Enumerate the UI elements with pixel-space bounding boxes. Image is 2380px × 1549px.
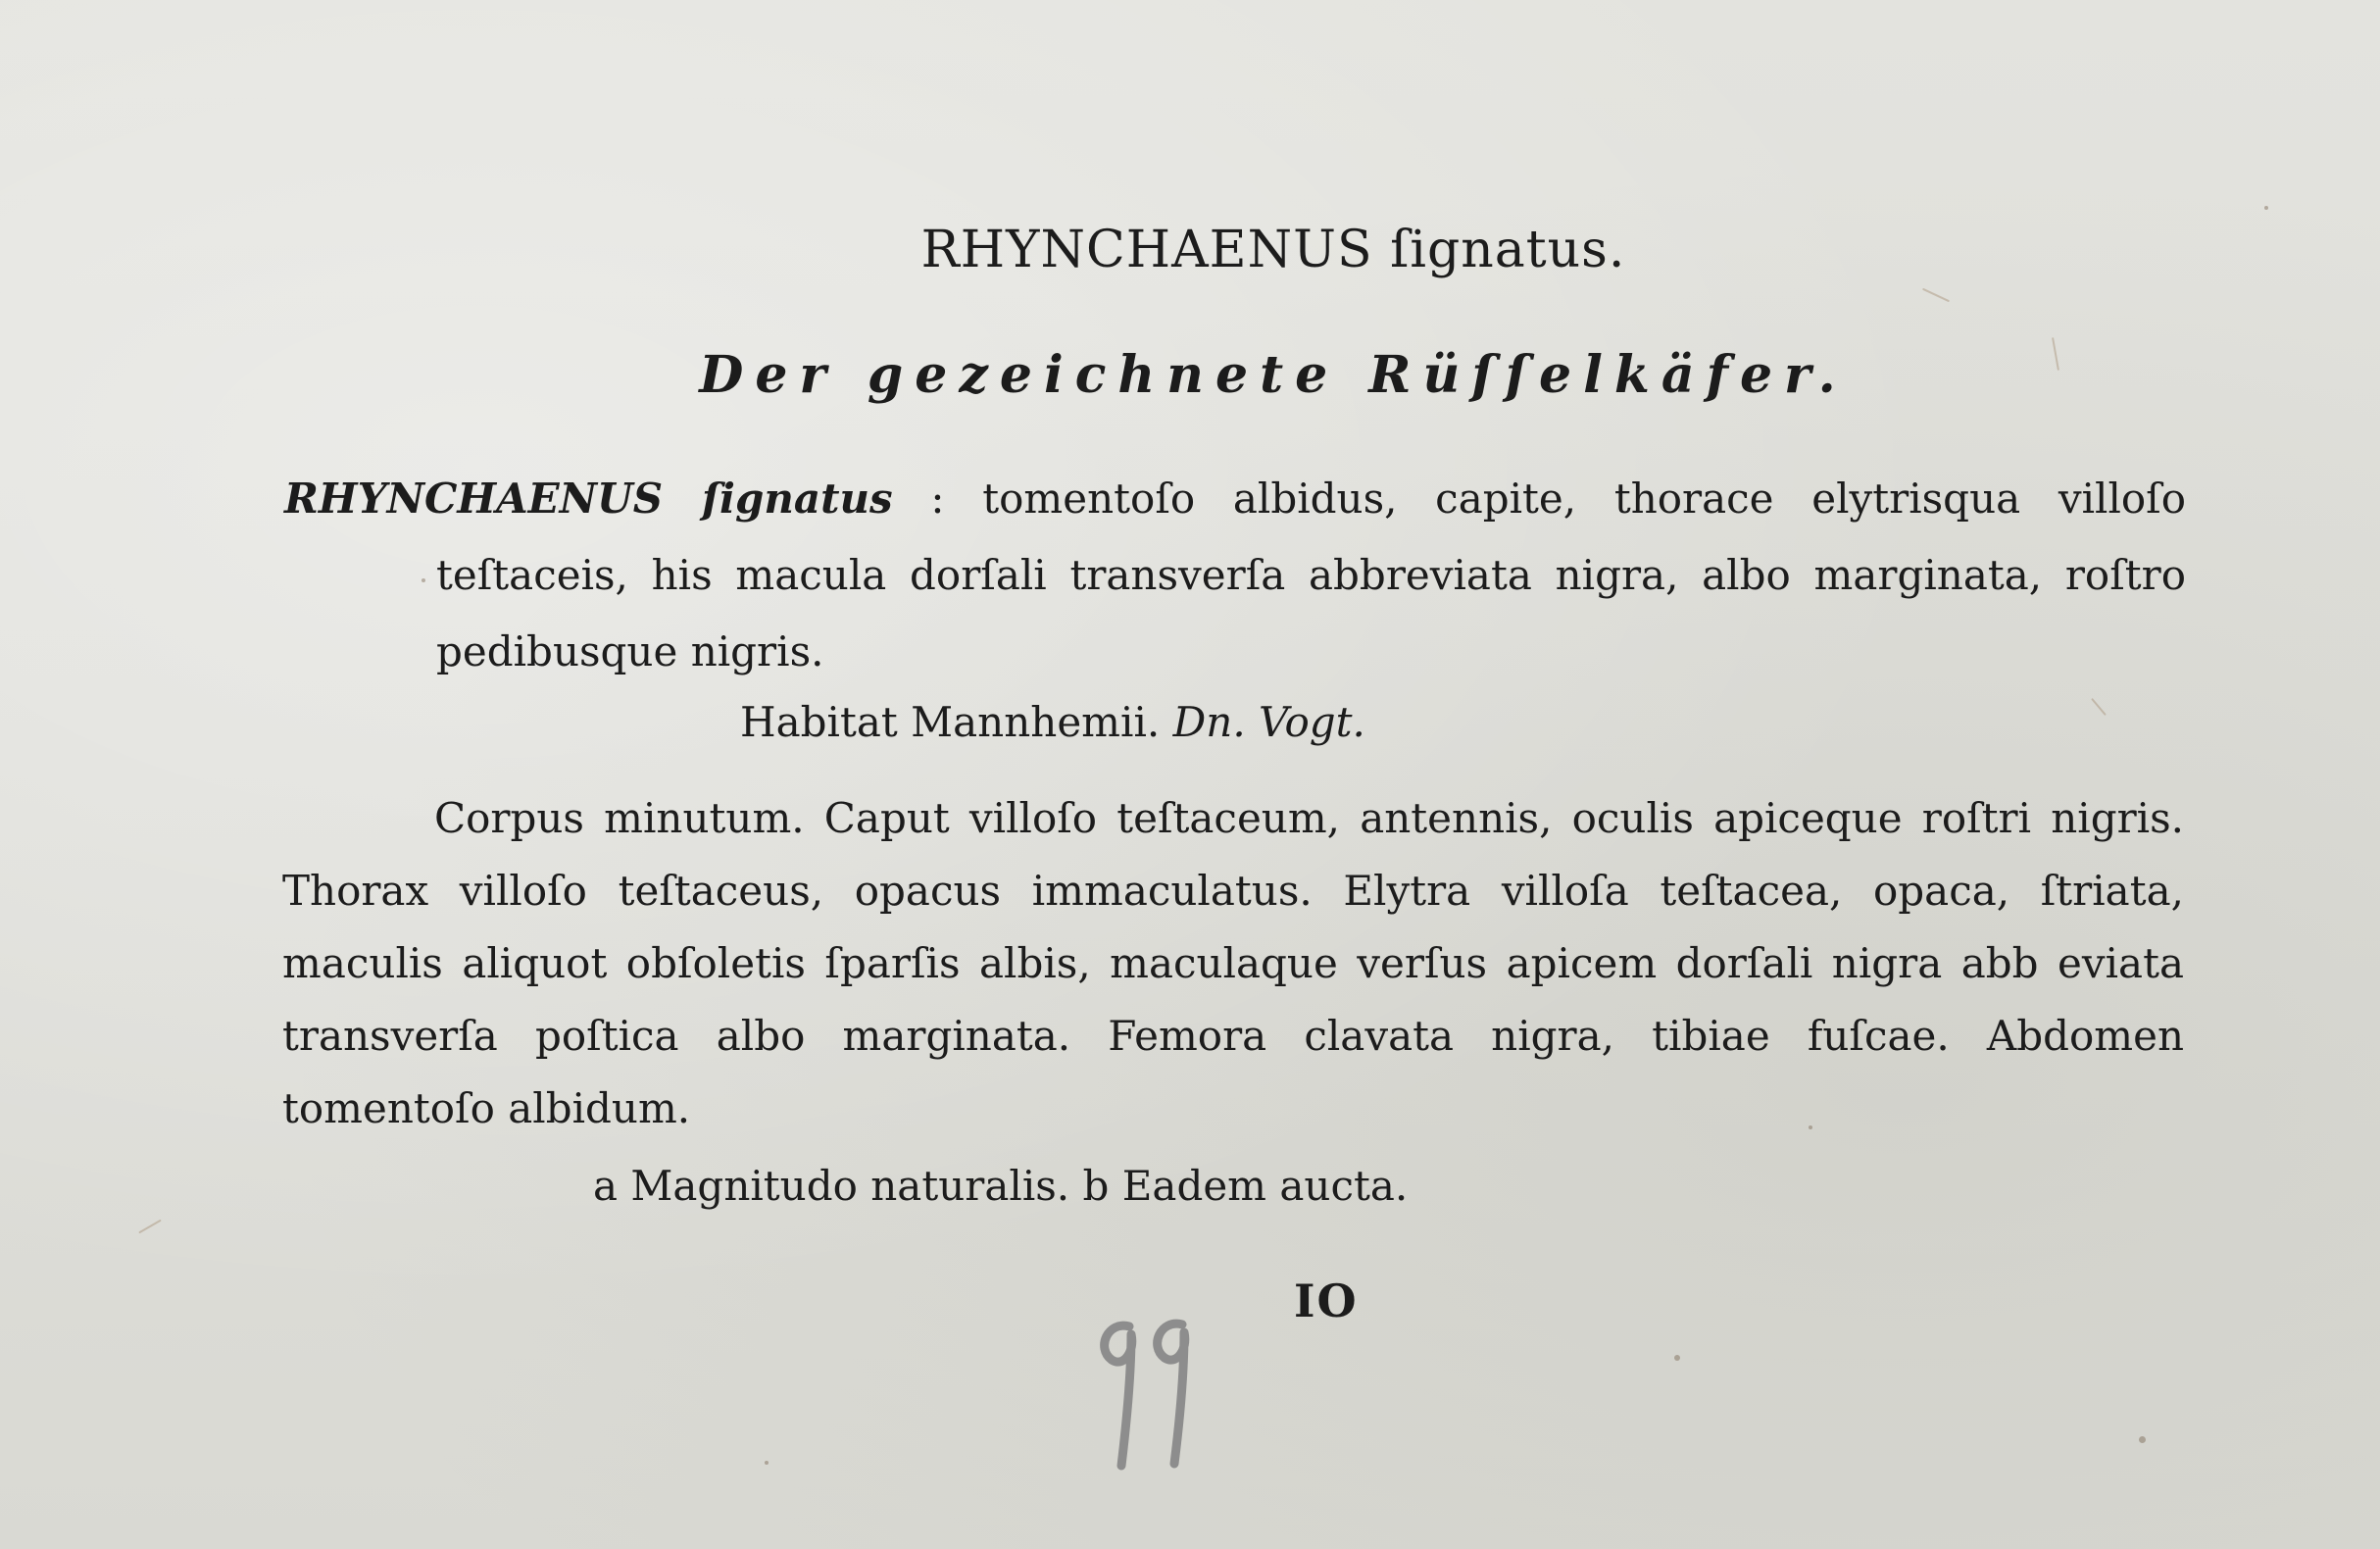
page-number: IO bbox=[1294, 1274, 1359, 1327]
diagnosis-paragraph bbox=[284, 461, 2186, 690]
paper-fiber bbox=[138, 1220, 162, 1234]
paper-speck bbox=[2139, 1436, 2146, 1443]
title-species: ſignatus. bbox=[1390, 221, 1626, 279]
habitat-author: Dn. Vogt. bbox=[1172, 698, 1365, 746]
common-name-subtitle: Der gezeichnete Rüſſelkäfer. bbox=[699, 345, 1848, 405]
paper-speck bbox=[1674, 1355, 1680, 1361]
paper-fiber bbox=[2091, 698, 2107, 716]
figure-caption: a Magnitudo naturalis. b Eadem aucta. bbox=[593, 1162, 1409, 1210]
handwritten-pencil-mark bbox=[1088, 1309, 1206, 1475]
diagnosis-text: : tomentoſo albidus, capite, thorace elytrisqua villoſo teſtaceis, his macula dorſali transverſa abbreviata nigra, albo marginata, roſtro pedibusque nigris. bbox=[436, 475, 2186, 675]
habitat-text: Habitat Mannhemii. bbox=[740, 698, 1161, 746]
paper-speck bbox=[765, 1461, 769, 1465]
species-title bbox=[0, 221, 2380, 279]
diagnosis-species-name: RHYNCHAENUS ſignatus bbox=[284, 475, 893, 523]
title-genus: RHYNCHAENUS bbox=[920, 221, 1373, 279]
paper-speck bbox=[2264, 206, 2268, 210]
description-paragraph: Corpus minutum. Caput villoſo teſtaceum, antennis, oculis apiceque roſtri nigris. Thorax villoſo teſtaceus, opacus immaculatus. Elytra villoſa teſtacea, opaca, ſtriata, maculis aliquot obſoletis ſparſis albis, maculaque verſus apicem dorſali nigra abb eviata transverſa poſtica albo marginata. Femora clavata nigra, tibiae fuſcae. Abdomen tomentoſo albidum. bbox=[282, 794, 2184, 1132]
paper-fiber bbox=[1922, 288, 1950, 302]
habitat-line bbox=[740, 698, 1365, 746]
